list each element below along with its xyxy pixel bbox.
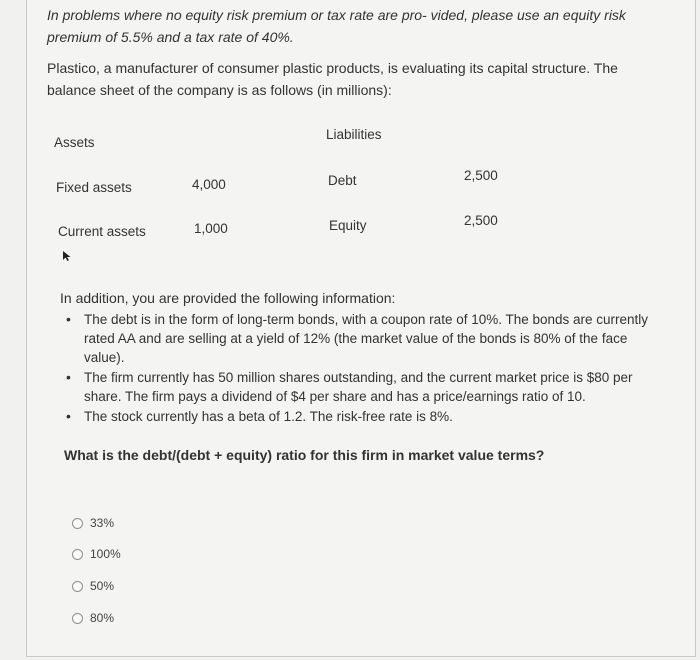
bullet-text: The stock currently has a beta of 1.2. The risk-free rate is 8%. [84,409,453,424]
bullet-dot-icon: • [66,408,71,424]
question-text: What is the debt/(debt + equity) ratio for this firm in market value terms? [64,447,545,463]
debt-value: 2,500 [464,168,498,183]
bullet-dot-icon: • [66,311,71,327]
radio-button[interactable] [72,549,83,560]
debt-label: Debt [328,173,357,188]
fixed-assets-value: 4,000 [192,177,226,192]
option-label: 50% [90,579,115,593]
answer-option-100[interactable] [72,547,121,561]
info-heading: In addition, you are provided the following information: [60,290,396,306]
radio-button[interactable] [72,613,83,624]
option-label: 33% [90,516,115,530]
bullet-dot-icon: • [66,369,71,385]
answer-option-80[interactable] [72,611,114,625]
info-bullet-list [64,310,649,427]
current-assets-label: Current assets [58,224,146,239]
assets-header: Assets [54,135,95,150]
fixed-assets-label: Fixed assets [56,180,132,195]
answer-option-50[interactable] [72,579,114,593]
radio-button[interactable] [72,581,83,592]
current-assets-value: 1,000 [194,221,228,236]
instructions-text: In problems where no equity risk premium or tax rate are pro- vided, please use an equity risk premium of 5.5% and a tax rate of 40%. [47,7,626,45]
answer-option-33[interactable] [72,516,114,530]
mouse-cursor-icon [62,250,72,262]
bullet-text: The debt is in the form of long-term bonds, with a coupon rate of 10%. The bonds are currently rated AA and are selling at a yield of 12% (the market value of the bonds is 80% of the face value). [84,312,649,365]
bullet-text: The firm currently has 50 million shares outstanding, and the current market price is $80 per share. The firm pays a dividend of $4 per share and has a price/earnings ratio of 10. [84,370,633,404]
radio-button[interactable] [72,518,83,529]
list-item [64,407,649,426]
equity-value: 2,500 [464,213,498,228]
option-label: 80% [90,611,115,625]
equity-label: Equity [329,218,367,233]
list-item [64,310,649,367]
problem-setup-text: Plastico, a manufacturer of consumer plastic products, is evaluating its capital structure. The balance sheet of the company is as follows (in millions): [47,60,618,98]
liabilities-header: Liabilities [326,127,382,142]
list-item [64,368,649,406]
option-label: 100% [90,547,121,561]
